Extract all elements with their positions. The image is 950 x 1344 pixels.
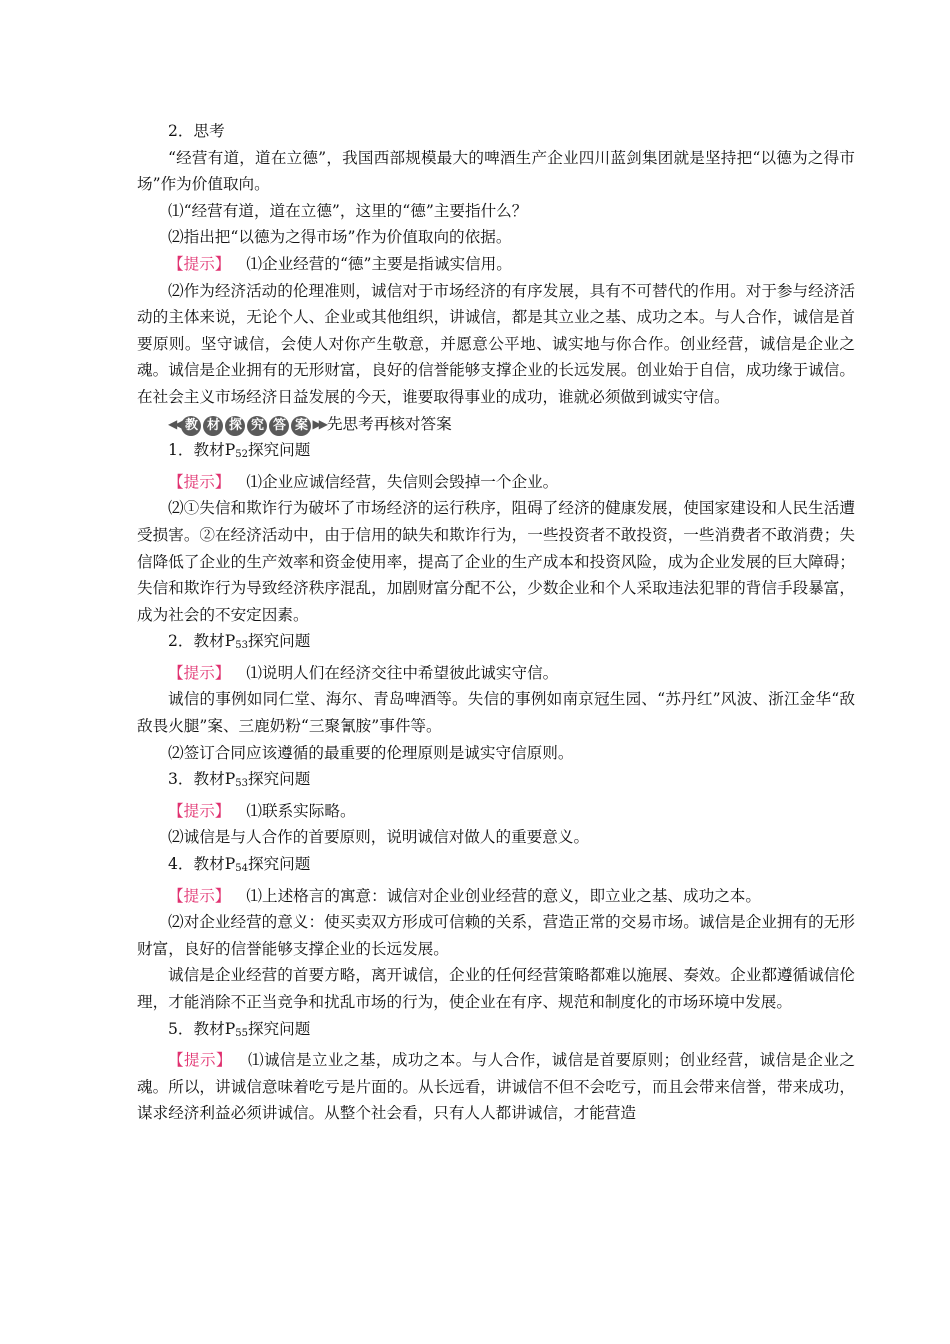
tip-label: 【提示】 — [168, 663, 231, 682]
item-title-suffix: 探究问题 — [247, 855, 311, 874]
think-intro: “经营有道，道在立德”，我国西部规模最大的啤酒生产企业四川蓝剑集团就是坚持把“以德为之得市场”作为价值取向。 — [137, 148, 855, 194]
item-title-suffix: 探究问题 — [247, 1019, 311, 1038]
think-question-1: ⑴“经营有道，道在立德”，这里的“德”主要指什么？ — [168, 201, 528, 220]
banner-badge: 探 — [225, 416, 245, 436]
item-paragraph — [137, 660, 855, 687]
item-title-prefix: 4．教材P — [168, 855, 236, 874]
item-paragraph — [137, 686, 855, 739]
think-question-2: ⑵指出把“以德为之得市场”作为价值取向的依据。 — [168, 228, 512, 247]
tip-label: 【提示】 — [168, 472, 231, 491]
think-answer-2: ⑵作为经济活动的伦理准则，诚信对于市场经济的有序发展，具有不可替代的作用。对于参与经济活动的主体来说，无论个人、企业或其他组织，讲诚信，都是其立业之基、成功之本。与人合作，诚信是首要原则。坚守诚信，会使人对你产生敬意，并愿意公平地、诚实地与你合作。创业经营，诚信是企业之魂。诚信是企业拥有的无形财富，良好的信誉能够支撑企业的长远发展。创业始于自信，成功缘于诚信。在社会主义市场经济日益发展的今天，谁要取得事业的成功，谁就必须做到诚实守信。 — [137, 281, 855, 406]
right-arrows-icon: ▶▶ — [312, 416, 325, 431]
answer-items — [137, 437, 855, 1127]
item-title — [137, 628, 855, 660]
paragraph-text: ⑴企业应诚信经营，失信则会毁掉一个企业。 — [246, 472, 559, 491]
item-title — [137, 851, 855, 883]
think-answer-1 — [137, 251, 855, 278]
paragraph-text: ⑴诚信是立业之基，成功之本。与人合作，诚信是首要原则；创业经营，诚信是企业之魂。所以，讲诚信意味着吃亏是片面的。从长远看，讲诚信不但不会吃亏，而且会带来信誉，带来成功，谋求经济利益必须讲诚信。从整个社会看，只有人人都讲诚信，才能营造 — [137, 1051, 855, 1123]
banner-badges — [180, 411, 312, 438]
banner-badge: 案 — [291, 416, 311, 436]
paragraph-text: ⑵对企业经营的意义：使买卖双方形成可信赖的关系，营造正常的交易市场。诚信是企业拥有的无形财富，良好的信誉能够支撑企业的长远发展。 — [137, 913, 855, 958]
banner-badge: 材 — [203, 416, 223, 436]
item-title-prefix: 3．教材P — [168, 770, 236, 789]
tip-label: 【提示】 — [168, 886, 231, 905]
tip-label: 【提示】 — [168, 1051, 232, 1070]
item-paragraph — [137, 469, 855, 496]
banner-badge: 答 — [269, 416, 289, 436]
item-title-prefix: 5．教材P — [168, 1019, 236, 1038]
tip-label: 【提示】 — [168, 254, 231, 273]
item-paragraph — [137, 1047, 855, 1127]
section-title-think: 2．思考 — [168, 122, 225, 140]
page-number-subscript: 53 — [235, 640, 248, 652]
item-title — [137, 766, 855, 798]
page-number-subscript: 54 — [235, 863, 248, 875]
item-paragraph — [137, 962, 855, 1015]
item-title-prefix: 2．教材P — [168, 632, 236, 651]
paragraph-text: ⑵①失信和欺诈行为破坏了市场经济的运行秩序，阻碍了经济的健康发展，使国家建设和人民生活遭受损害。②在经济活动中，由于信用的缺失和欺诈行为，一些投资者不敢投资，一些消费者不敢消费；失信降低了企业的生产效率和资金使用率，提高了企业的生产成本和投资风险，成为企业发展的巨大障碍；失信和欺诈行为导致经济秩序混乱，加剧财富分配不公，少数企业和个人采取违法犯罪的背信手段暴富，成为社会的不安定因素。 — [137, 499, 855, 624]
item-title-suffix: 探究问题 — [247, 632, 311, 651]
paragraph-text: 诚信是企业经营的首要方略，离开诚信，企业的任何经营策略都难以施展、奏效。企业都遵循诚信伦理，才能消除不正当竞争和扰乱市场的行为，使企业在有序、规范和制度化的市场环境中发展。 — [137, 966, 855, 1011]
paragraph-text: 诚信的事例如同仁堂、海尔、青岛啤酒等。失信的事例如南京冠生园、“苏丹红”风波、浙江金华“敌敌畏火腿”案、三鹿奶粉“三聚氰胺”事件等。 — [137, 690, 855, 736]
paragraph-text: ⑴上述格言的寓意：诚信对企业创业经营的意义，即立业之基、成功之本。 — [246, 886, 761, 905]
content — [137, 118, 855, 1127]
item-paragraph — [137, 824, 855, 851]
answer-text: ⑴企业经营的“德”主要是指诚实信用。 — [246, 254, 512, 273]
item-title-suffix: 探究问题 — [247, 770, 311, 789]
left-arrows-icon: ◀◀ — [168, 416, 181, 431]
page-number-subscript: 52 — [235, 449, 248, 461]
paragraph-text: ⑵诚信是与人合作的首要原则，说明诚信对做人的重要意义。 — [168, 828, 590, 847]
tip-label: 【提示】 — [168, 801, 231, 820]
item-paragraph — [137, 495, 855, 628]
item-title-suffix: 探究问题 — [247, 441, 311, 460]
item-paragraph — [137, 883, 855, 910]
item-title — [137, 1016, 855, 1048]
banner-text: 先思考再核对答案 — [326, 414, 452, 433]
banner-badge: 究 — [247, 416, 267, 436]
item-paragraph — [137, 798, 855, 825]
item-title-prefix: 1．教材P — [168, 441, 236, 460]
page-number-subscript: 55 — [235, 1027, 248, 1039]
item-paragraph — [137, 740, 855, 767]
page-number-subscript: 53 — [235, 778, 248, 790]
paragraph-text: ⑵签订合同应该遵循的最重要的伦理原则是诚实守信原则。 — [168, 743, 574, 762]
paragraph-text: ⑴说明人们在经济交往中希望彼此诚实守信。 — [246, 663, 559, 682]
paragraph-text: ⑴联系实际略。 — [246, 801, 356, 820]
banner-badge: 教 — [181, 416, 201, 436]
item-paragraph — [137, 909, 855, 962]
item-title — [137, 437, 855, 469]
section-banner — [137, 411, 855, 438]
